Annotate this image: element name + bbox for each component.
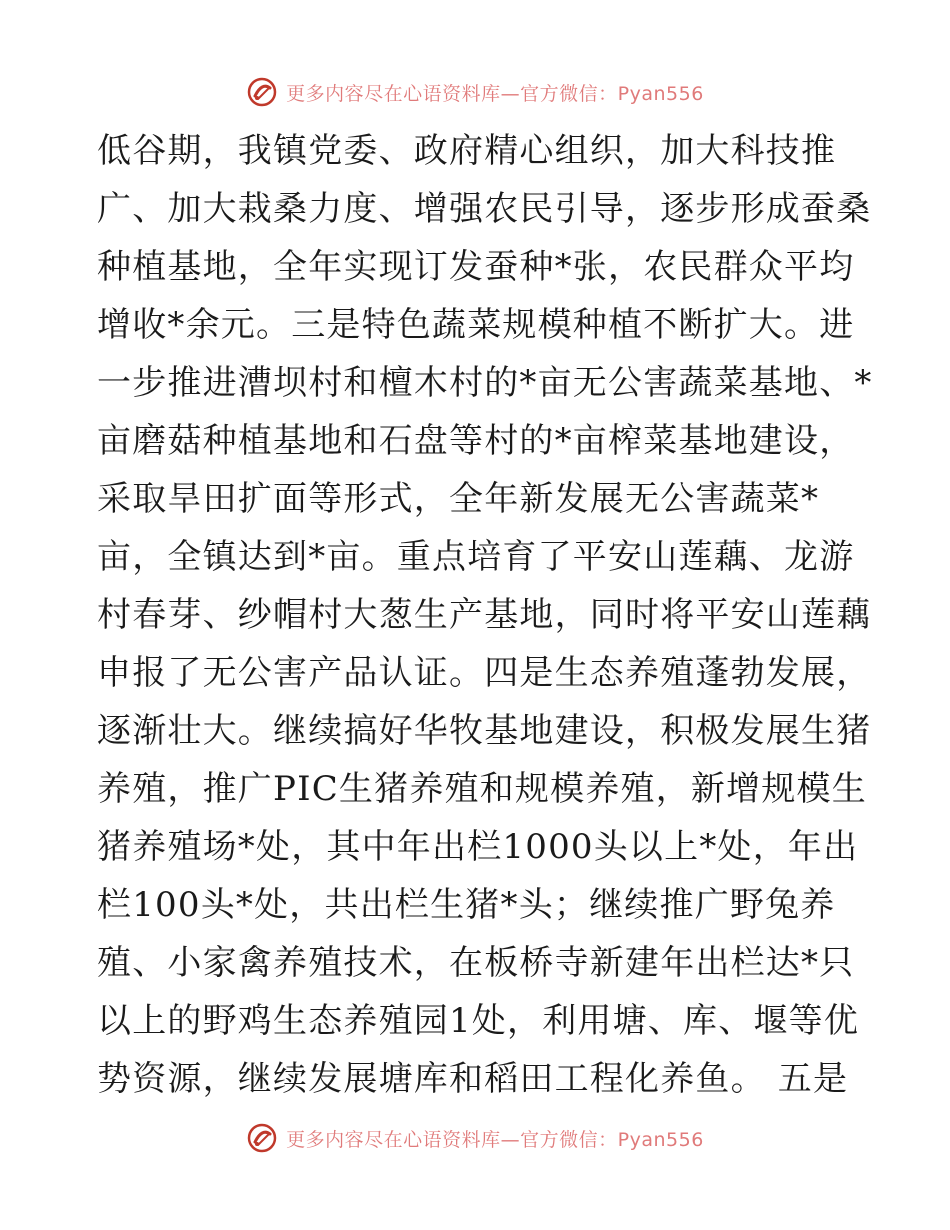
body-line: 亩，全镇达到*亩。重点培育了平安山莲藕、龙游 (97, 537, 855, 577)
body-line: 广、加大栽桑力度、增强农民引导，逐步形成蚕桑 (97, 189, 872, 229)
header-watermark (0, 72, 950, 112)
body-line: 采取旱田扩面等形式，全年新发展无公害蔬菜* (97, 479, 820, 519)
body-line: 殖、小家禽养殖技术，在板桥寺新建年出栏达*只 (97, 943, 855, 983)
body-line: 以上的野鸡生态养殖园1处，利用塘、库、堰等优 (97, 1001, 860, 1041)
body-line: 增收*余元。三是特色蔬菜规模种植不断扩大。进 (97, 305, 855, 345)
footer-watermark (0, 1118, 950, 1158)
body-line: 势资源，继续发展塘库和稻田工程化养鱼。 五是 (97, 1059, 849, 1099)
body-line: 村春芽、纱帽村大葱生产基地，同时将平安山莲藕 (97, 595, 872, 635)
logo-icon (246, 1122, 278, 1154)
body-line: 低谷期，我镇党委、政府精心组织，加大科技推 (97, 131, 837, 171)
body-line: 逐渐壮大。继续搞好华牧基地建设，积极发展生猪 (97, 711, 872, 751)
logo-icon (246, 76, 278, 108)
body-line: 申报了无公害产品认证。四是生态养殖蓬勃发展， (97, 653, 872, 693)
body-line: 栏100头*处，共出栏生猪*头；继续推广野兔养 (97, 885, 836, 925)
body-line: 猪养殖场*处，其中年出栏1000头以上*处，年出 (97, 827, 859, 867)
body-line: 亩磨菇种植基地和石盘等村的*亩榨菜基地建设， (97, 421, 855, 461)
document-body (97, 122, 873, 1108)
body-line: 养殖，推广PIC生猪养殖和规模养殖，新增规模生 (97, 769, 867, 809)
body-line: 一步推进漕坝村和檀木村的*亩无公害蔬菜基地、* (97, 363, 873, 403)
footer-watermark-text: 更多内容尽在心语资料库—官方微信：Pyan556 (286, 1128, 704, 1151)
header-watermark-text: 更多内容尽在心语资料库—官方微信：Pyan556 (286, 82, 704, 105)
body-line: 种植基地，全年实现订发蚕种*张，农民群众平均 (97, 247, 855, 287)
